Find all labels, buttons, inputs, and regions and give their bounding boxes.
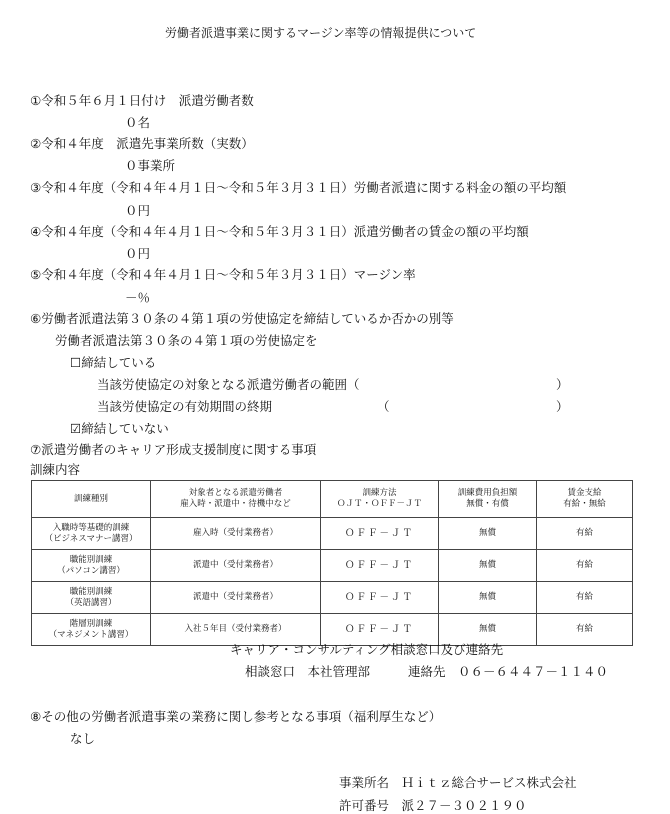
table-header-row [32, 481, 633, 518]
section-4-heading: ④令和４年度（令和４年４月１日～令和５年３月３１日）派遣労働者の賃金の額の平均額 [30, 224, 529, 239]
section-8-heading: ⑧その他の労働者派遣事業の業務に関し参考となる事項（福利厚生など） [30, 709, 442, 724]
cell-cost: 無償 [439, 550, 537, 582]
cell-cost: 無償 [439, 614, 537, 646]
section-1-heading: ①令和５年６月１日付け 派遣労働者数 [30, 93, 254, 108]
cell-target: 派遣中（受付業務者） [151, 582, 321, 614]
cell-pay: 有給 [537, 582, 633, 614]
scope-label: 当該労使協定の対象となる派遣労働者の範囲（ [97, 377, 360, 392]
scope-close: ） [556, 377, 569, 392]
cell-type: 階層別訓練 （マネジメント講習） [32, 614, 151, 646]
cell-pay: 有給 [537, 614, 633, 646]
page-title: 労働者派遣事業に関するマージン率等の情報提供について [165, 26, 477, 40]
section-7-sub: 訓練内容 [30, 462, 81, 477]
option-concluded-label: 締結している [81, 355, 157, 370]
table-row [32, 550, 633, 582]
consult-window: 相談窓口 本社管理部 [245, 664, 371, 679]
cell-type: 職能別訓練 （英語講習） [32, 582, 151, 614]
section-7-heading: ⑦派遣労働者のキャリア形成支援制度に関する事項 [30, 442, 317, 457]
section-8-value: なし [70, 731, 96, 746]
office-name: 事業所名 Ｈｉｔｚ総合サービス株式会社 [339, 775, 577, 790]
section-2-value: ０事業所 [125, 158, 176, 173]
option-not-concluded[interactable] [70, 421, 169, 437]
section-4-value: ０円 [125, 246, 151, 261]
permit-number: 許可番号 派２７－３０２１９０ [339, 798, 527, 813]
section-1-value: ０名 [125, 115, 151, 130]
cell-target: 雇入時（受付業務者） [151, 518, 321, 550]
section-5-value: －％ [125, 290, 151, 305]
checkbox-checked-icon[interactable]: ☑ [70, 421, 82, 436]
section-5-heading: ⑤令和４年度（令和４年４月１日～令和５年３月３１日）マージン率 [30, 267, 416, 282]
option-concluded[interactable] [70, 355, 156, 371]
cell-target: 入社５年目（受付業務者） [151, 614, 321, 646]
cell-cost: 無償 [439, 582, 537, 614]
cell-method: ＯＦＦ－ＪＴ [321, 582, 439, 614]
option-not-concluded-label: 締結していない [81, 421, 169, 436]
section-6-heading: ⑥労働者派遣法第３０条の４第１項の労使協定を締結しているか否かの別等 [30, 311, 454, 326]
table-row [32, 582, 633, 614]
period-close: ） [556, 399, 569, 414]
cell-type: 職能別訓練 （パソコン講習） [32, 550, 151, 582]
table-row [32, 614, 633, 646]
header-method: 訓練方法 ＯＪＴ・ＯＦＦ－ＪＴ [321, 481, 439, 518]
header-target: 対象者となる派遣労働者 雇入時・派遣中・待機中など [151, 481, 321, 518]
training-table [31, 480, 633, 646]
header-pay: 賃金支給 有給・無給 [537, 481, 633, 518]
cell-target: 派遣中（受付業務者） [151, 550, 321, 582]
consult-contact: 連絡先 ０６－６４４７－１１４０ [408, 664, 609, 679]
section-3-heading: ③令和４年度（令和４年４月１日～令和５年３月３１日）労働者派遣に関する料金の額の平均額 [30, 180, 567, 195]
cell-pay: 有給 [537, 518, 633, 550]
period-open: （ [377, 399, 390, 414]
section-2-heading: ②令和４年度 派遣先事業所数（実数） [30, 136, 254, 151]
header-cost: 訓練費用負担額 無償・有償 [439, 481, 537, 518]
cell-method: ＯＦＦ－ＪＴ [321, 614, 439, 646]
consult-title: キャリア・コンサルティング相談窓口及び連絡先 [230, 642, 504, 657]
checkbox-unchecked-icon[interactable]: ☐ [70, 355, 82, 370]
cell-cost: 無償 [439, 518, 537, 550]
cell-method: ＯＦＦ－ＪＴ [321, 550, 439, 582]
period-label: 当該労使協定の有効期間の終期 [97, 399, 273, 414]
cell-pay: 有給 [537, 550, 633, 582]
table-row [32, 518, 633, 550]
section-6-sub: 労働者派遣法第３０条の４第１項の労使協定を [55, 333, 318, 348]
header-type: 訓練種別 [32, 481, 151, 518]
cell-method: ＯＦＦ－ＪＴ [321, 518, 439, 550]
cell-type: 入職時等基礎的訓練 （ビジネスマナー講習） [32, 518, 151, 550]
section-3-value: ０円 [125, 203, 151, 218]
